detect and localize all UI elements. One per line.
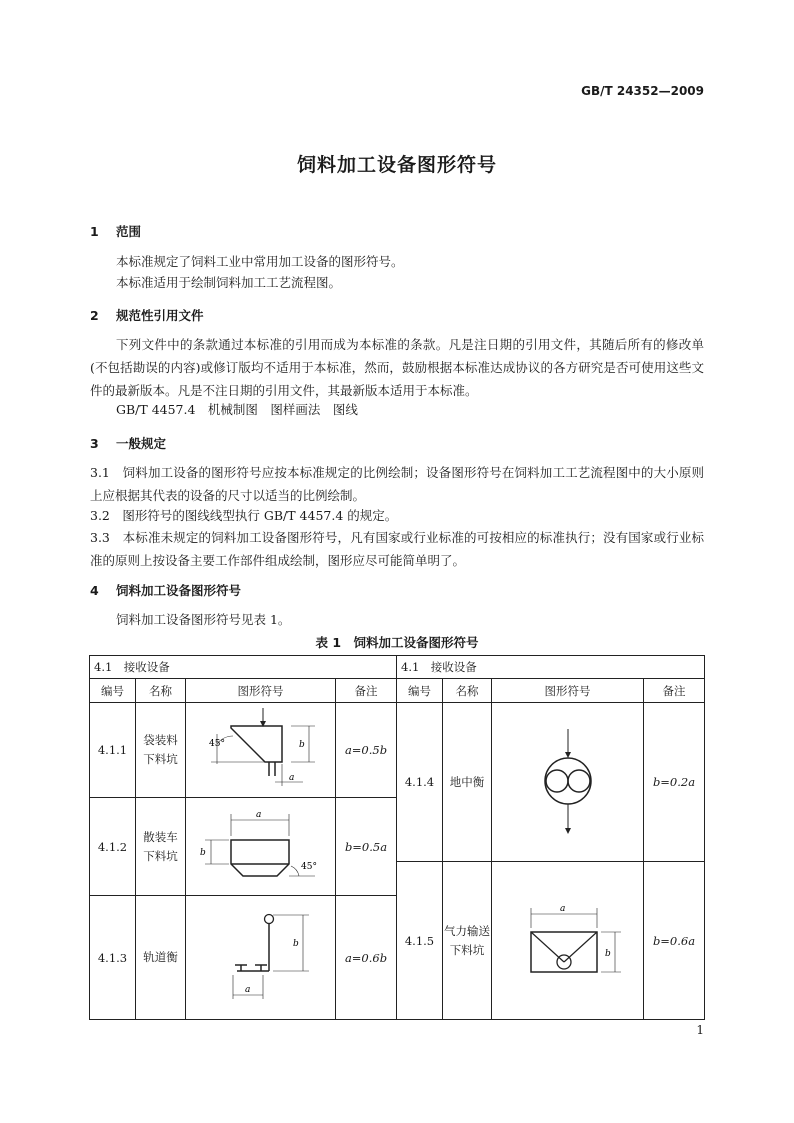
- section-number: 4: [90, 583, 99, 598]
- col-header-symbol: 图形符号: [186, 679, 336, 703]
- row-no: 4.1.5: [397, 862, 443, 1020]
- row-name: 散装车 下料坑: [136, 798, 186, 896]
- table-caption: 表 1 饲料加工设备图形符号: [315, 635, 479, 650]
- section-4-para: 饲料加工设备图形符号见表 1。: [116, 612, 291, 627]
- dim-b-label: b: [298, 739, 305, 750]
- row-note: b=0.5a: [336, 798, 397, 896]
- dim-a-label: a: [559, 904, 565, 914]
- table-row: [90, 896, 397, 1020]
- section-4-heading: [90, 581, 241, 599]
- section-title: 规范性引用文件: [116, 308, 204, 323]
- section-3-heading: [90, 434, 166, 452]
- col-header-note: 备注: [336, 679, 397, 703]
- track-scale-symbol: [191, 901, 331, 1011]
- table-left: [89, 655, 397, 1020]
- standard-number: GB/T 24352—2009: [581, 84, 704, 98]
- symbol-cell: [186, 703, 336, 798]
- angle-label: 45°: [208, 738, 225, 749]
- section-number: 1: [90, 224, 99, 239]
- table-row: [397, 703, 705, 862]
- table-right: [396, 655, 705, 1020]
- row-name: 气力输送 下料坑: [443, 862, 492, 1020]
- section-2-heading: [90, 306, 204, 324]
- angle-label: 45°: [300, 862, 317, 872]
- dim-a-label: a: [255, 810, 261, 820]
- section-1-para-1: 本标准规定了饲料工业中常用加工设备的图形符号。: [116, 254, 404, 269]
- page-title: 饲料加工设备图形符号: [296, 154, 497, 176]
- row-note: b=0.2a: [644, 703, 705, 862]
- pneumatic-conveying-pit-symbol: [493, 884, 643, 994]
- table-row: [90, 703, 397, 798]
- col-header-no: 编号: [397, 679, 443, 703]
- row-note: b=0.6a: [644, 862, 705, 1020]
- col-header-name: 名称: [136, 679, 186, 703]
- section-label: 4.1 接收设备: [90, 656, 397, 679]
- col-header-name: 名称: [443, 679, 492, 703]
- col-header-no: 编号: [90, 679, 136, 703]
- table-row: [397, 862, 705, 1020]
- bulk-truck-pit-symbol: [191, 800, 331, 890]
- section-1-heading: [90, 222, 141, 240]
- section-number: 2: [90, 308, 99, 323]
- dim-b-label: b: [199, 848, 206, 858]
- table-row: [90, 798, 397, 896]
- clause-3-2: 3.2 图形符号的图线线型执行 GB/T 4457.4 的规定。: [90, 508, 398, 523]
- row-no: 4.1.1: [90, 703, 136, 798]
- floor-scale-symbol: [498, 721, 638, 841]
- section-title: 饲料加工设备图形符号: [116, 583, 242, 598]
- row-name: 地中衡: [443, 703, 492, 862]
- row-note: a=0.6b: [336, 896, 397, 1020]
- col-header-symbol: 图形符号: [492, 679, 644, 703]
- row-no: 4.1.3: [90, 896, 136, 1020]
- section-2-reference: GB/T 4457.4 机械制图 图样画法 图线: [116, 402, 358, 417]
- clause-3-3: 3.3 本标准未规定的饲料加工设备图形符号，凡有国家或行业标准的可按相应的标准执行；没有国家或行业标准的原则上按设备主要工作部件组成绘制，图形应尽可能简单明了。: [90, 530, 704, 568]
- bagged-feed-pit-symbol: [191, 704, 331, 794]
- row-name: 袋装料 下料坑: [136, 703, 186, 798]
- section-title: 一般规定: [116, 436, 167, 451]
- dim-b-label: b: [604, 949, 611, 959]
- section-number: 3: [90, 436, 99, 451]
- row-note: a=0.5b: [336, 703, 397, 798]
- symbol-cell: [492, 703, 644, 862]
- section-1-para-2: 本标准适用于绘制饲料加工工艺流程图。: [116, 275, 342, 290]
- page-number: 1: [696, 1023, 704, 1037]
- symbol-table: [89, 655, 704, 1020]
- dim-a-label: a: [288, 772, 294, 783]
- col-header-note: 备注: [644, 679, 705, 703]
- row-name: 轨道衡: [136, 896, 186, 1020]
- row-no: 4.1.4: [397, 703, 443, 862]
- symbol-cell: [492, 862, 644, 1020]
- row-no: 4.1.2: [90, 798, 136, 896]
- symbol-cell: [186, 798, 336, 896]
- section-label: 4.1 接收设备: [397, 656, 705, 679]
- clause-3-1: 3.1 饲料加工设备的图形符号应按本标准规定的比例绘制；设备图形符号在饲料加工工艺流程图中的大小原则上应根据其代表的设备的尺寸以适当的比例绘制。: [90, 465, 704, 503]
- dim-a-label: a: [244, 985, 250, 995]
- symbol-cell: [186, 896, 336, 1020]
- dim-b-label: b: [292, 939, 299, 949]
- section-2-para-1: 下列文件中的条款通过本标准的引用而成为本标准的条款。凡是注日期的引用文件，其随后所有的修改单(不包括勘误的内容)或修订版均不适用于本标准，然而，鼓励根据本标准达成协议的各方研究是否可使用这些文件的最新版本。凡是不注日期的引用文件，其最新版本适用于本标准。: [90, 337, 704, 398]
- section-title: 范围: [116, 224, 142, 239]
